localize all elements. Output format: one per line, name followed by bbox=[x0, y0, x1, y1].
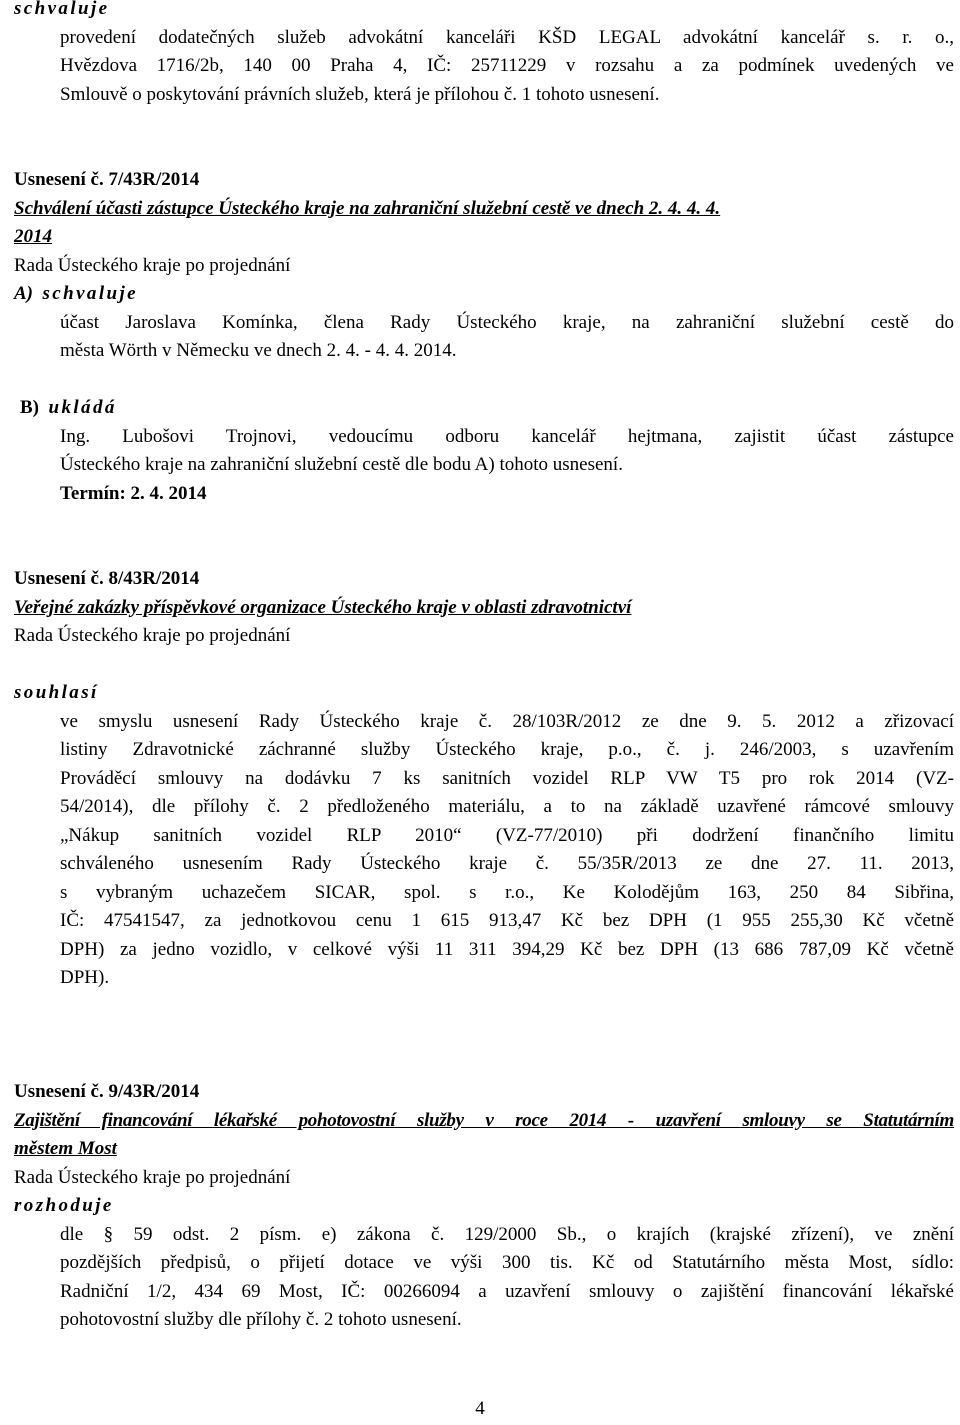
paragraph-line: DPH). bbox=[60, 967, 110, 988]
verb-uklada: ukládá bbox=[48, 397, 117, 418]
paragraph-line: provedení dodatečných služeb advokátní kanceláři KŠD LEGAL advokátní kancelář s. r. o., bbox=[60, 26, 954, 48]
paragraph-line: Smlouvě o poskytování právních služeb, která je přílohou č. 1 tohoto usnesení. bbox=[60, 83, 660, 105]
paragraph-line: IČ: 47541547, za jednotkovou cenu 1 615 913,47 Kč bez DPH (1 955 255,30 Kč včetně bbox=[60, 910, 954, 931]
paragraph-line: 54/2014), dle přílohy č. 2 předloženého materiálu, a to na základě uzavřené rámcové smlouvy bbox=[60, 796, 954, 817]
paragraph-line: Prováděcí smlouvy na dodávku 7 ks sanitních vozidel RLP VW T5 pro rok 2014 (VZ- bbox=[60, 767, 954, 789]
paragraph-line: Ing. Lubošovi Trojnovi, vedoucímu odboru kancelář hejtmana, zajistit účast zástupce bbox=[60, 425, 954, 447]
resolution-heading-9: Usnesení č. 9/43R/2014 bbox=[14, 1081, 200, 1102]
part-a-heading bbox=[14, 280, 954, 309]
paragraph-line: Hvězdova 1716/2b, 140 00 Praha 4, IČ: 25711229 v rozsahu a za podmínek uvedených ve bbox=[60, 55, 954, 76]
resolution-heading-8: Usnesení č. 8/43R/2014 bbox=[14, 568, 200, 589]
verb-rozhoduje: rozhoduje bbox=[14, 1195, 114, 1216]
resolution-title-7: Schválení účasti zástupce Ústeckého kraje na zahraniční služební cestě ve dnech 2. 4. 4. 4. bbox=[14, 197, 721, 219]
council-intro: Rada Ústeckého kraje po projednání bbox=[14, 1166, 291, 1188]
resolution-title-8: Veřejné zakázky příspěvkové organizace Ústeckého kraje v oblasti zdravotnictví bbox=[14, 596, 632, 618]
council-intro: Rada Ústeckého kraje po projednání bbox=[14, 625, 291, 646]
part-b-label: B) bbox=[20, 397, 39, 418]
part-b-heading bbox=[20, 394, 954, 423]
paragraph-line: účast Jaroslava Komínka, člena Rady Ústeckého kraje, na zahraniční služební cestě do bbox=[60, 311, 954, 333]
paragraph-line: města Wörth v Německu ve dnech 2. 4. - 4. 4. 2014. bbox=[60, 340, 457, 361]
resolution-title-7-cont: 2014 bbox=[14, 226, 52, 247]
paragraph-line: s vybraným uchazečem SICAR, spol. s r.o., Ke Kolodějům 163, 250 84 Sibřina, bbox=[60, 881, 954, 903]
paragraph-line: „Nákup sanitních vozidel RLP 2010“ (VZ-77/2010) při dodržení finančního limitu bbox=[60, 824, 954, 846]
resolution-heading-7: Usnesení č. 7/43R/2014 bbox=[14, 169, 200, 190]
paragraph-line: pozdějších předpisů, o přijetí dotace ve výši 300 tis. Kč od Statutárního města Most, sídlo: bbox=[60, 1252, 954, 1273]
resolution-title-9: Zajištění financování lékařské pohotovostní služby v roce 2014 - uzavření smlouvy se Statutárním bbox=[14, 1109, 954, 1131]
council-intro: Rada Ústeckého kraje po projednání bbox=[14, 254, 291, 276]
paragraph-line: schváleného usnesením Rady Ústeckého kraje č. 55/35R/2013 ze dne 27. 11. 2013, bbox=[60, 853, 954, 874]
part-a-label: A) bbox=[14, 283, 33, 304]
paragraph-line: listiny Zdravotnické záchranné služby Ústeckého kraje, p.o., č. j. 246/2003, s uzavřením bbox=[60, 739, 954, 760]
paragraph-line: Ústeckého kraje na zahraniční služební cestě dle bodu A) tohoto usnesení. bbox=[60, 454, 623, 475]
page-number: 4 bbox=[475, 1398, 485, 1419]
paragraph-line: pohotovostní služby dle přílohy č. 2 tohoto usnesení. bbox=[60, 1309, 462, 1330]
verb-schvaluje: schvaluje bbox=[42, 283, 138, 304]
deadline: Termín: 2. 4. 2014 bbox=[60, 482, 207, 504]
verb-schvaluje-top: schvaluje bbox=[14, 0, 110, 19]
paragraph-line: dle § 59 odst. 2 písm. e) zákona č. 129/2000 Sb., o krajích (krajské zřízení), ve znění bbox=[60, 1223, 954, 1245]
resolution-title-9-cont: městem Most bbox=[14, 1138, 117, 1159]
paragraph-line: Radniční 1/2, 434 69 Most, IČ: 00266094 a uzavření smlouvy o zajištění financování lékařské bbox=[60, 1280, 954, 1302]
paragraph-line: ve smyslu usnesení Rady Ústeckého kraje č. 28/103R/2012 ze dne 9. 5. 2012 a zřizovací bbox=[60, 710, 954, 732]
verb-souhlasi: souhlasí bbox=[14, 682, 99, 703]
paragraph-line: DPH) za jedno vozidlo, v celkové výši 11 311 394,29 Kč bez DPH (13 686 787,09 Kč včetně bbox=[60, 938, 954, 960]
